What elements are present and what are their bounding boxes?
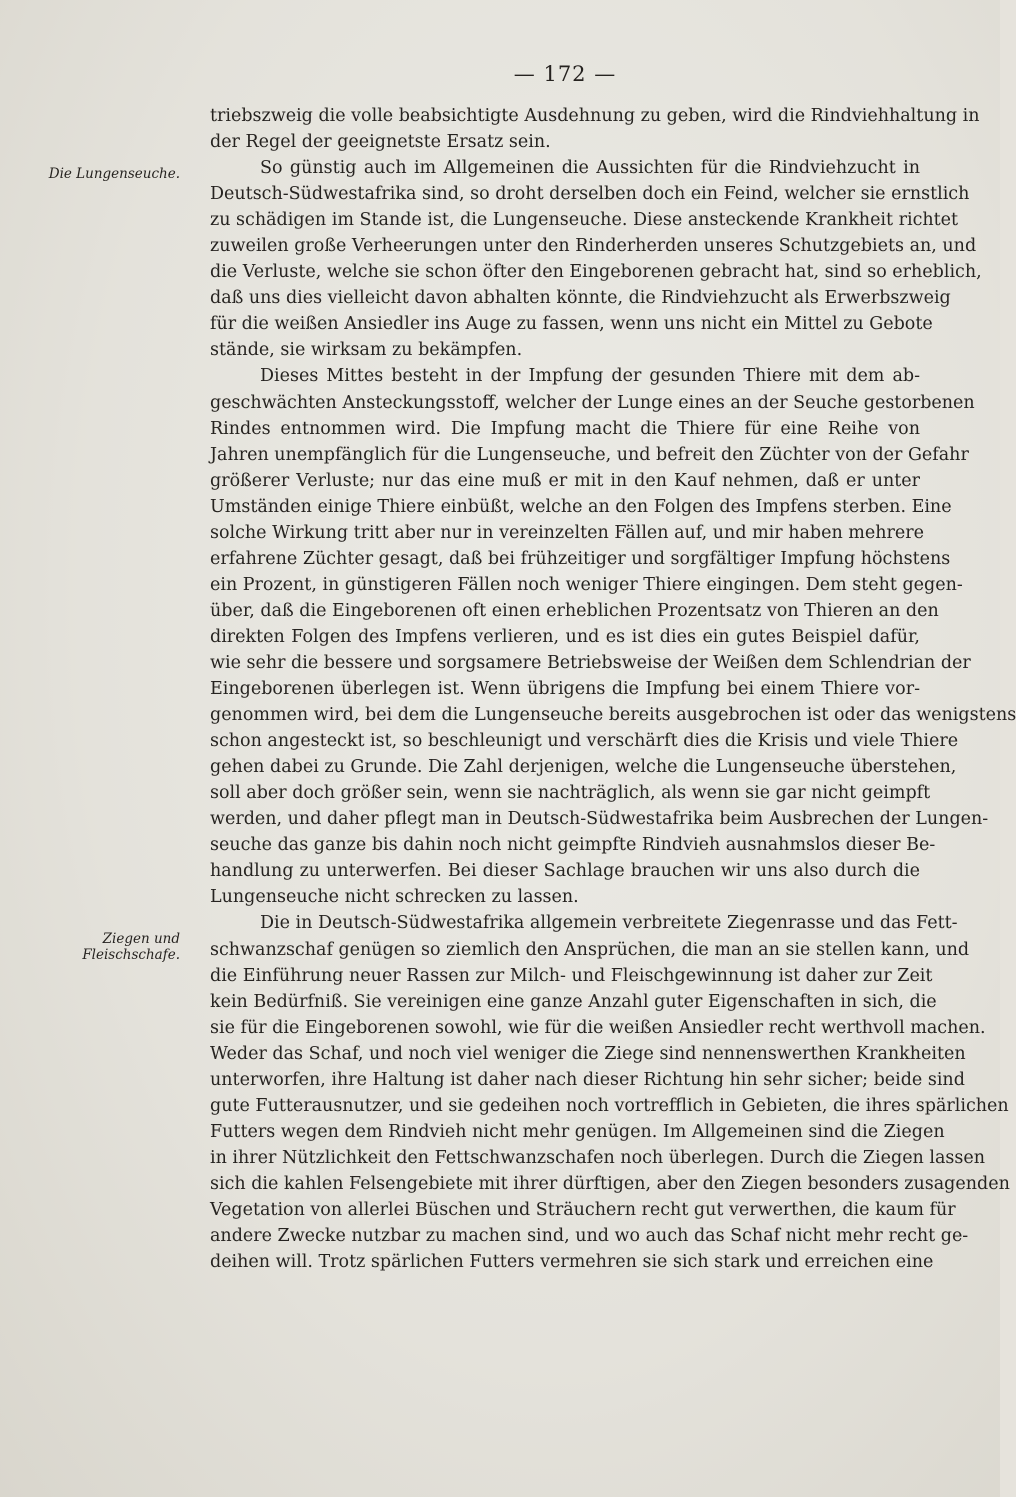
text-line: über, daß die Eingeborenen oft einen erheblichen Prozentsatz von Thieren an den: [210, 600, 939, 621]
text-line: kein Bedürfniß. Sie vereinigen eine ganze Anzahl guter Eigenschaften in sich, die: [210, 991, 937, 1012]
page-number: — 172 —: [513, 62, 617, 86]
text-line: ein Prozent, in günstigeren Fällen noch weniger Thiere eingingen. Dem steht gegen-: [210, 574, 963, 595]
text-line: Lungenseuche nicht schrecken zu lassen.: [210, 887, 579, 908]
text-line: Eingeborenen überlegen ist. Wenn übrigens die Impfung bei einem Thiere vor-: [210, 679, 920, 700]
text-line: Jahren unempfänglich für die Lungenseuche, und befreit den Züchter von der Gefahr: [210, 444, 969, 465]
text-line: Dieses Mittes besteht in der Impfung der gesunden Thiere mit dem ab-: [260, 366, 920, 387]
text-line: für die weißen Ansiedler ins Auge zu fassen, wenn uns nicht ein Mittel zu Gebote: [210, 314, 933, 335]
text-line: Weder das Schaf, und noch viel weniger die Ziege sind nennenswerthen Krankheiten: [210, 1043, 966, 1064]
text-line: geschwächten Ansteckungsstoff, welcher der Lunge eines an der Seuche gestorbenen: [210, 392, 975, 413]
text-line: genommen wird, bei dem die Lungenseuche bereits ausgebrochen ist oder das wenigstens: [210, 705, 1016, 726]
text-line: triebszweig die volle beabsichtigte Ausdehnung zu geben, wird die Rindviehhaltung in: [210, 106, 980, 126]
text-line: schon angesteckt ist, so beschleunigt und verschärft dies die Krisis und viele Thiere: [210, 731, 959, 752]
text-line: sich die kahlen Felsengebiete mit ihrer dürftigen, aber den Ziegen besonders zusagenden: [210, 1173, 1010, 1194]
text-line: andere Zwecke nutzbar zu machen sind, und wo auch das Schaf nicht mehr recht ge-: [210, 1226, 969, 1247]
text-line: Vegetation von allerlei Büschen und Sträuchern recht gut verwerthen, die kaum für: [210, 1199, 956, 1220]
margin-note-lungenseuche: Die Lungenseuche.: [48, 166, 180, 182]
text-line: Deutsch-Südwestafrika sind, so droht derselben doch ein Feind, welcher sie ernstlich: [210, 184, 970, 205]
text-line: Futters wegen dem Rindvieh nicht mehr genügen. Im Allgemeinen sind die Ziegen: [210, 1121, 945, 1142]
margin-note-ziegen: Ziegen und Fleischschafe.: [82, 931, 180, 963]
text-line: Rindes entnommen wird. Die Impfung macht die Thiere für eine Reihe von: [210, 418, 920, 439]
text-line: wie sehr die bessere und sorgsamere Betriebsweise der Weißen dem Schlendrian der: [210, 652, 971, 673]
text-line: die Einführung neuer Rassen zur Milch- und Fleischgewinnung ist daher zur Zeit: [210, 965, 933, 986]
text-line: deihen will. Trotz spärlichen Futters vermehren sie sich stark und erreichen eine: [210, 1252, 934, 1273]
text-line: soll aber doch größer sein, wenn sie nachträglich, als wenn sie gar nicht geimpft: [210, 783, 931, 804]
text-line: stände, sie wirksam zu bekämpfen.: [210, 340, 523, 361]
text-line: erfahrene Züchter gesagt, daß bei frühzeitiger und sorgfältiger Impfung höchstens: [210, 548, 951, 569]
text-line: unterworfen, ihre Haltung ist daher nach dieser Richtung hin sehr sicher; beide sind: [210, 1069, 965, 1090]
text-line: zu schädigen im Stande ist, die Lungenseuche. Diese ansteckende Krankheit richtet: [210, 210, 959, 231]
text-line: größerer Verluste; nur das eine muß er mit in den Kauf nehmen, daß er unter: [210, 470, 920, 491]
text-line: gute Futterausnutzer, und sie gedeihen noch vortrefflich in Gebieten, die ihres spärlichen: [210, 1095, 1009, 1116]
text-line: seuche das ganze bis dahin noch nicht geimpfte Rindvieh ausnahmslos dieser Be-: [210, 835, 936, 856]
text-line: So günstig auch im Allgemeinen die Aussichten für die Rindviehzucht in: [260, 158, 920, 179]
text-line: Umständen einige Thiere einbüßt, welche an den Folgen des Impfens sterben. Eine: [210, 496, 952, 517]
text-line: handlung zu unterwerfen. Bei dieser Sachlage brauchen wir uns also durch die: [210, 861, 920, 882]
text-line: schwanzschaf genügen so ziemlich den Ansprüchen, die man an sie stellen kann, und: [210, 939, 970, 960]
text-line: solche Wirkung tritt aber nur in vereinzelten Fällen auf, und mir haben mehrere: [210, 522, 924, 543]
text-line: der Regel der geeignetste Ersatz sein.: [210, 132, 551, 153]
text-line: werden, und daher pflegt man in Deutsch-Südwestafrika beim Ausbrechen der Lungen-: [210, 809, 989, 830]
text-line: sie für die Eingeborenen sowohl, wie für die weißen Ansiedler recht werthvoll machen.: [210, 1017, 986, 1038]
body-text: [210, 103, 1016, 1275]
text-line: zuweilen große Verheerungen unter den Rinderherden unseres Schutzgebiets an, und: [210, 236, 977, 257]
text-line: in ihrer Nützlichkeit den Fettschwanzschafen noch überlegen. Durch die Ziegen lassen: [210, 1147, 985, 1168]
text-line: die Verluste, welche sie schon öfter den Eingeborenen gebracht hat, sind so erheblich,: [210, 262, 982, 283]
text-line: daß uns dies vielleicht davon abhalten könnte, die Rindviehzucht als Erwerbszweig: [210, 288, 951, 309]
text-line: Die in Deutsch-Südwestafrika allgemein verbreitete Ziegenrasse und das Fett-: [260, 913, 958, 934]
text-line: gehen dabei zu Grunde. Die Zahl derjenigen, welche die Lungenseuche überstehen,: [210, 757, 957, 778]
text-line: direkten Folgen des Impfens verlieren, und es ist dies ein gutes Beispiel dafür,: [210, 626, 920, 647]
